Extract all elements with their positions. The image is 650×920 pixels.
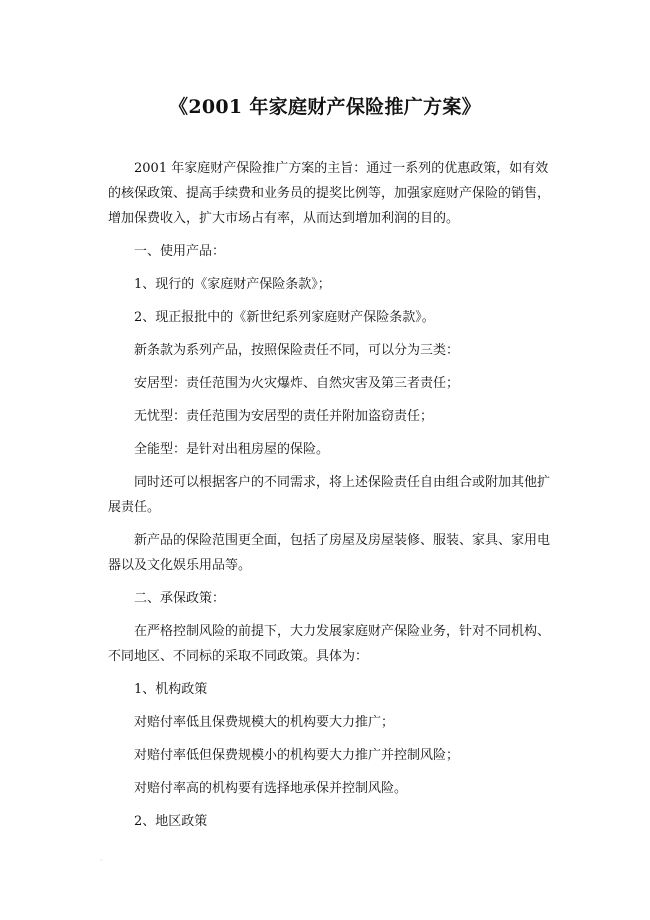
section-heading-underwriting: 二、承保政策： <box>134 591 226 606</box>
subsection-heading: 1、机构政策 <box>134 682 208 697</box>
document-body <box>108 156 558 834</box>
list-item: 2、现正报批中的《新世纪系列家庭财产保险条款》。 <box>134 310 435 325</box>
list-item: 安居型：责任范围为火灾爆炸、自然灾害及第三者责任； <box>134 376 460 391</box>
list-item: 对赔付率低且保费规模大的机构要大力推广； <box>134 715 395 730</box>
paragraph: 新产品的保险范围更全面，包括了房屋及房屋装修、服装、家具、家用电器以及文化娱乐用品等。 <box>108 533 551 573</box>
paragraph: 在严格控制风险的前提下，大力发展家庭财产保险业务，针对不同机构、不同地区、不同标的采取不同政策。具体为： <box>108 624 551 664</box>
list-item: 对赔付率低但保费规模小的机构要大力推广并控制风险； <box>134 748 460 763</box>
list-item: 1、现行的《家庭财产保险条款》； <box>134 277 331 292</box>
list-item: 对赔付率高的机构要有选择地承保并控制风险。 <box>134 781 408 796</box>
corner-mark: · <box>100 856 103 865</box>
paragraph: 新条款为系列产品，按照保险责任不同，可以分为三类： <box>134 343 460 358</box>
paragraph: 同时还可以根据客户的不同需求，将上述保险责任自由组合或附加其他扩展责任。 <box>108 475 551 515</box>
document-title: 《2001 年家庭财产保险推广方案》 <box>169 96 481 118</box>
paragraph-intro: 2001 年家庭财产保险推广方案的主旨：通过一系列的优惠政策，如有效的核保政策、提高手续费和业务员的提奖比例等，加强家庭财产保险的销售，增加保费收入，扩大市场占有率，从而达到增加利润的目的。 <box>108 161 551 226</box>
section-heading-products: 一、使用产品： <box>134 244 226 259</box>
list-item: 全能型：是针对出租房屋的保险。 <box>134 442 330 457</box>
list-item: 无忧型：责任范围为安居型的责任并附加盗窃责任； <box>134 409 434 424</box>
subsection-heading: 2、地区政策 <box>134 814 208 829</box>
